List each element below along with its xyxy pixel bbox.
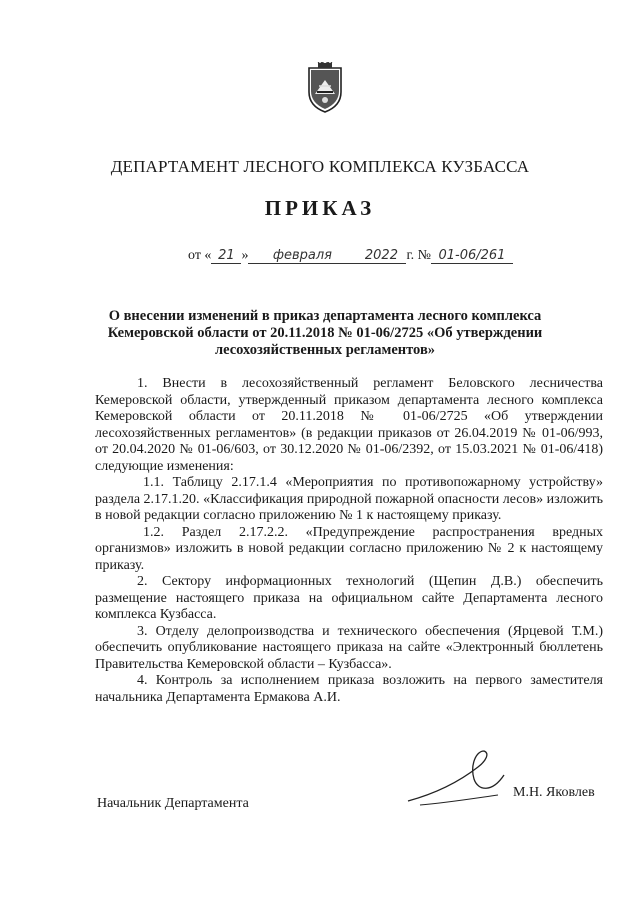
handwritten-signature xyxy=(400,745,520,815)
order-title: О внесении изменений в приказ департамента лесного комплекса Кемеровской области от 20.11.2018 № 01-06/2725 «Об утверждении лесохозяйственных регламентов» xyxy=(107,308,543,358)
paragraph-1-1: 1.1. Таблицу 2.17.1.4 «Мероприятия по противопожарному устройству» раздела 2.17.1.20. «Классификация природной пожарной опасности лесов» изложить в новой редакции согласно приложению № 1 к настоящему приказу. xyxy=(95,475,603,523)
date-prefix: от « xyxy=(188,248,212,263)
date-line xyxy=(188,248,513,264)
date-day: 21 xyxy=(211,249,241,264)
department-name: ДЕПАРТАМЕНТ ЛЕСНОГО КОМПЛЕКСА КУЗБАССА xyxy=(110,157,530,176)
paragraph-1-2: 1.2. Раздел 2.17.2.2. «Предупреждение распространения вредных организмов» изложить в новой редакции согласно приложению № 2 к настоящему приказу. xyxy=(95,524,603,573)
signatory-name: М.Н. Яковлев xyxy=(513,785,595,800)
paragraph-2: 2. Сектору информационных технологий (Щепин Д.В.) обеспечить размещение настоящего приказа на официальном сайте Департамента лесного комплекса Кузбасса. xyxy=(95,574,603,622)
date-year: 2022 xyxy=(356,249,406,264)
paragraph-4: 4. Контроль за исполнением приказа возложить на первого заместителя начальника Департамента Ермакова А.И. xyxy=(95,673,603,705)
paragraph-3: 3. Отделу делопроизводства и технического обеспечения (Ярцевой Т.М.) обеспечить опубликование настоящего приказа на сайте «Электронный бюллетень Правительства Кемеровской области – Кузбасса». xyxy=(95,623,603,672)
paragraph-1: 1. Внести в лесохозяйственный регламент Беловского лесничества Кемеровской области, утвержденный приказом департамента лесного комплекса Кемеровской области от 20.11.2018 № 01-06/2725 «Об утверждении лесохозяйственных регламентов» (в редакции приказов от 26.04.2019 № 01-06/993, от 20.04.2020 № 01-06/603, от 30.12.2020 № 01-06/2392, от 15.03.2021 № 01-06/418) следующие изменения: xyxy=(95,376,603,474)
coat-of-arms-emblem xyxy=(305,62,345,114)
order-number: 01-06/261 xyxy=(431,249,513,264)
signatory-position: Начальник Департамента xyxy=(97,796,249,811)
order-body xyxy=(95,376,603,706)
date-mid: » xyxy=(241,248,249,263)
document-type: ПРИКАЗ xyxy=(264,196,376,220)
date-month: февраля xyxy=(248,249,356,264)
date-year-suffix: г. № xyxy=(406,248,431,263)
